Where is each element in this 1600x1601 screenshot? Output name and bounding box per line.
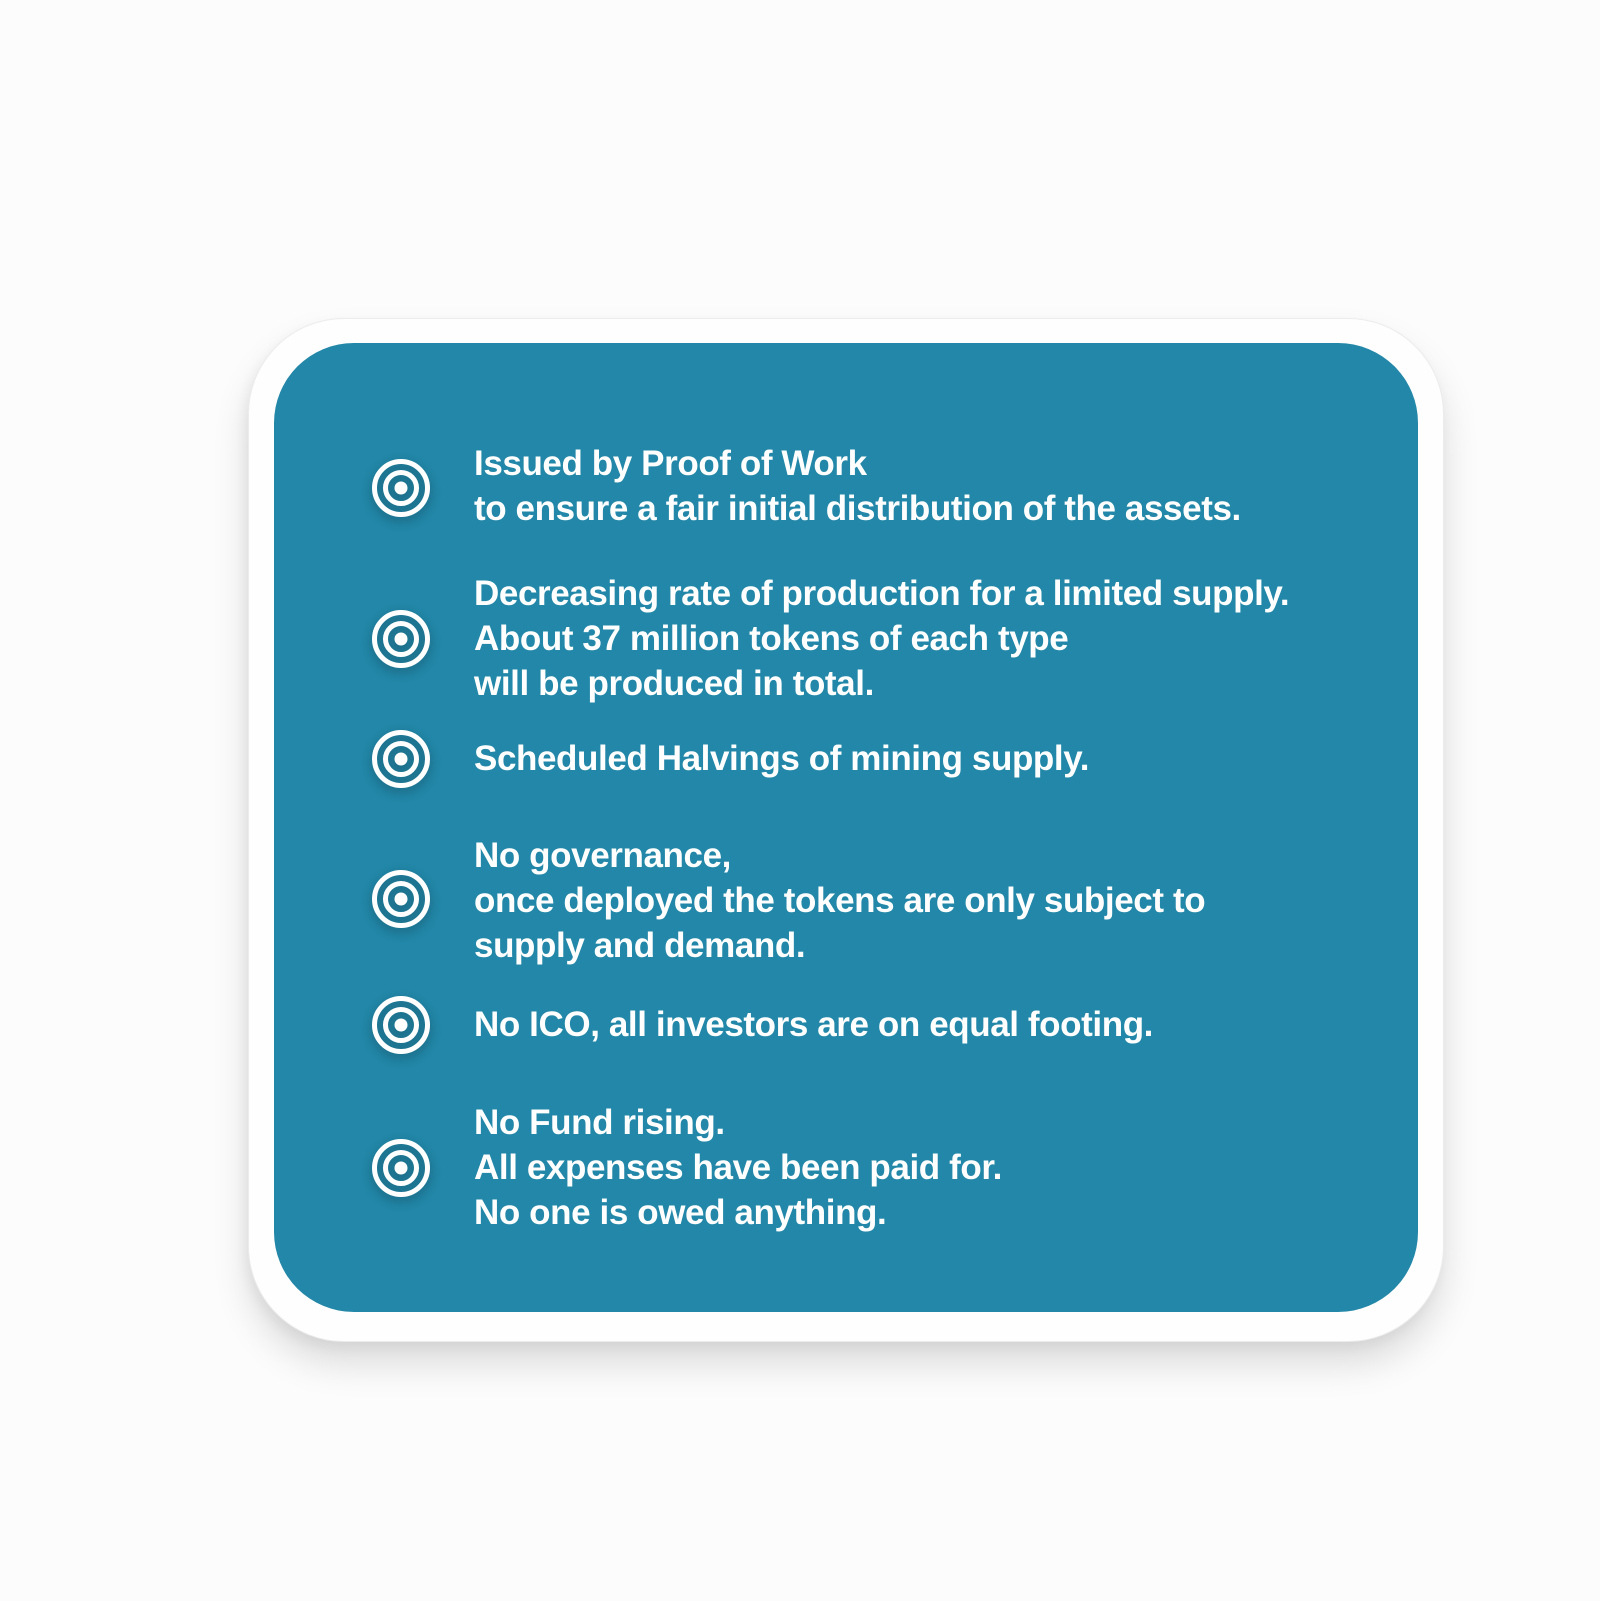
feature-line: will be produced in total. xyxy=(474,664,874,703)
feature-line: No Fund rising. xyxy=(474,1103,725,1142)
feature-line: Decreasing rate of production for a limited supply. xyxy=(474,574,1290,613)
target-icon xyxy=(372,459,430,517)
feature-text xyxy=(474,1002,1153,1047)
feature-text xyxy=(474,571,1289,706)
feature-line: No governance, xyxy=(474,836,731,875)
feature-line: to ensure a fair initial distribution of the assets. xyxy=(474,489,1241,528)
target-icon xyxy=(372,1139,430,1197)
feature-line: once deployed the tokens are only subject to xyxy=(474,881,1206,920)
features-card xyxy=(274,343,1418,1312)
feature-text xyxy=(474,441,1241,531)
feature-text xyxy=(474,833,1205,968)
target-icon xyxy=(372,730,430,788)
target-icon xyxy=(372,996,430,1054)
feature-line: No one is owed anything. xyxy=(474,1193,887,1232)
feature-line: About 37 million tokens of each type xyxy=(474,619,1069,658)
feature-text xyxy=(474,1100,1002,1235)
target-icon xyxy=(372,870,430,928)
feature-line: No ICO, all investors are on equal footing. xyxy=(474,1005,1154,1044)
feature-text xyxy=(474,736,1089,781)
feature-line: All expenses have been paid for. xyxy=(474,1148,1002,1187)
feature-line: supply and demand. xyxy=(474,926,806,965)
feature-line: Issued by Proof of Work xyxy=(474,444,867,483)
feature-line: Scheduled Halvings of mining supply. xyxy=(474,739,1090,778)
target-icon xyxy=(372,610,430,668)
